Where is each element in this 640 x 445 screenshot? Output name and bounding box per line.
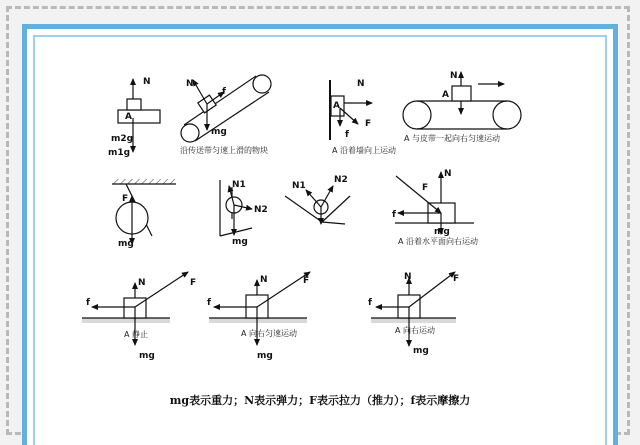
caption: A 静止 xyxy=(124,330,149,339)
diagram-horizontal-conveyor xyxy=(403,72,521,129)
pulley-left xyxy=(403,101,431,129)
label-mg: mg xyxy=(139,351,155,361)
caption: A 与皮带一起向右匀速运动 xyxy=(404,134,501,143)
label-f-upper: F xyxy=(422,183,429,193)
diagram-ball-in-v-groove xyxy=(285,186,350,224)
label-n: N xyxy=(186,79,194,89)
caption: A 沿着墙向上运动 xyxy=(332,146,397,155)
label-a: A xyxy=(125,112,132,122)
incline-floor xyxy=(220,228,252,236)
label-f-upper: F xyxy=(190,278,197,288)
label-n: N xyxy=(138,278,146,288)
groove-base xyxy=(322,222,345,224)
push-force-arrow xyxy=(396,176,441,213)
caption: A 向右匀速运动 xyxy=(241,329,298,338)
label-n: N xyxy=(444,169,452,179)
pull-force-arrow xyxy=(409,272,455,307)
label-n1: N1 xyxy=(232,180,246,190)
label-f: f xyxy=(222,87,226,97)
pulley-right xyxy=(493,101,521,129)
legend: mg表示重力；N表示弹力；F表示拉力（推力）；f表示摩擦力 xyxy=(169,394,471,407)
upper-block xyxy=(127,99,141,110)
label-mg: mg xyxy=(232,237,248,247)
pulley-lower xyxy=(181,124,199,142)
label-f-upper: F xyxy=(365,119,372,129)
label-mg: mg xyxy=(211,127,227,137)
ground-hatch xyxy=(209,318,307,323)
label-mg: mg xyxy=(413,346,429,356)
label-n: N xyxy=(143,77,151,87)
label-n: N xyxy=(450,71,458,81)
label-a: A xyxy=(442,90,449,100)
n1-arrow xyxy=(306,190,321,207)
label-a: A xyxy=(333,101,340,111)
label-f-lower: f xyxy=(86,298,90,308)
diagram-pushed-block xyxy=(395,172,474,234)
caption: 沿传送带匀速上滑的物块 xyxy=(180,146,268,155)
label-mg: mg xyxy=(434,227,450,237)
label-mg: mg xyxy=(118,239,134,249)
label-f-upper: F xyxy=(303,276,310,286)
label-f-lower: f xyxy=(368,298,372,308)
label-n: N xyxy=(357,79,365,89)
caption: A 向右运动 xyxy=(395,326,436,335)
label-n1: N1 xyxy=(292,181,306,191)
label-n: N xyxy=(404,272,412,282)
ceiling-hatch xyxy=(112,179,176,184)
pulley-upper xyxy=(253,75,271,93)
belt-block xyxy=(452,86,471,101)
label-m1g: m1g xyxy=(108,148,131,158)
label-f-lower: f xyxy=(392,210,396,220)
ground-hatch xyxy=(371,318,456,323)
label-f-lower: f xyxy=(345,130,349,140)
ground-hatch xyxy=(82,318,170,323)
label-f-lower: f xyxy=(207,298,211,308)
normal-force-arrow xyxy=(193,80,207,104)
label-m2g: m2g xyxy=(111,134,134,144)
label-n2: N2 xyxy=(334,175,348,185)
diagram-hanging-ball xyxy=(112,179,176,244)
label-n: N xyxy=(260,275,268,285)
label-f-upper: F xyxy=(453,274,460,284)
label-n2: N2 xyxy=(254,205,268,215)
label-f: F xyxy=(122,194,129,204)
label-mg: mg xyxy=(257,351,273,361)
caption: A 沿着水平面向右运动 xyxy=(398,237,479,246)
